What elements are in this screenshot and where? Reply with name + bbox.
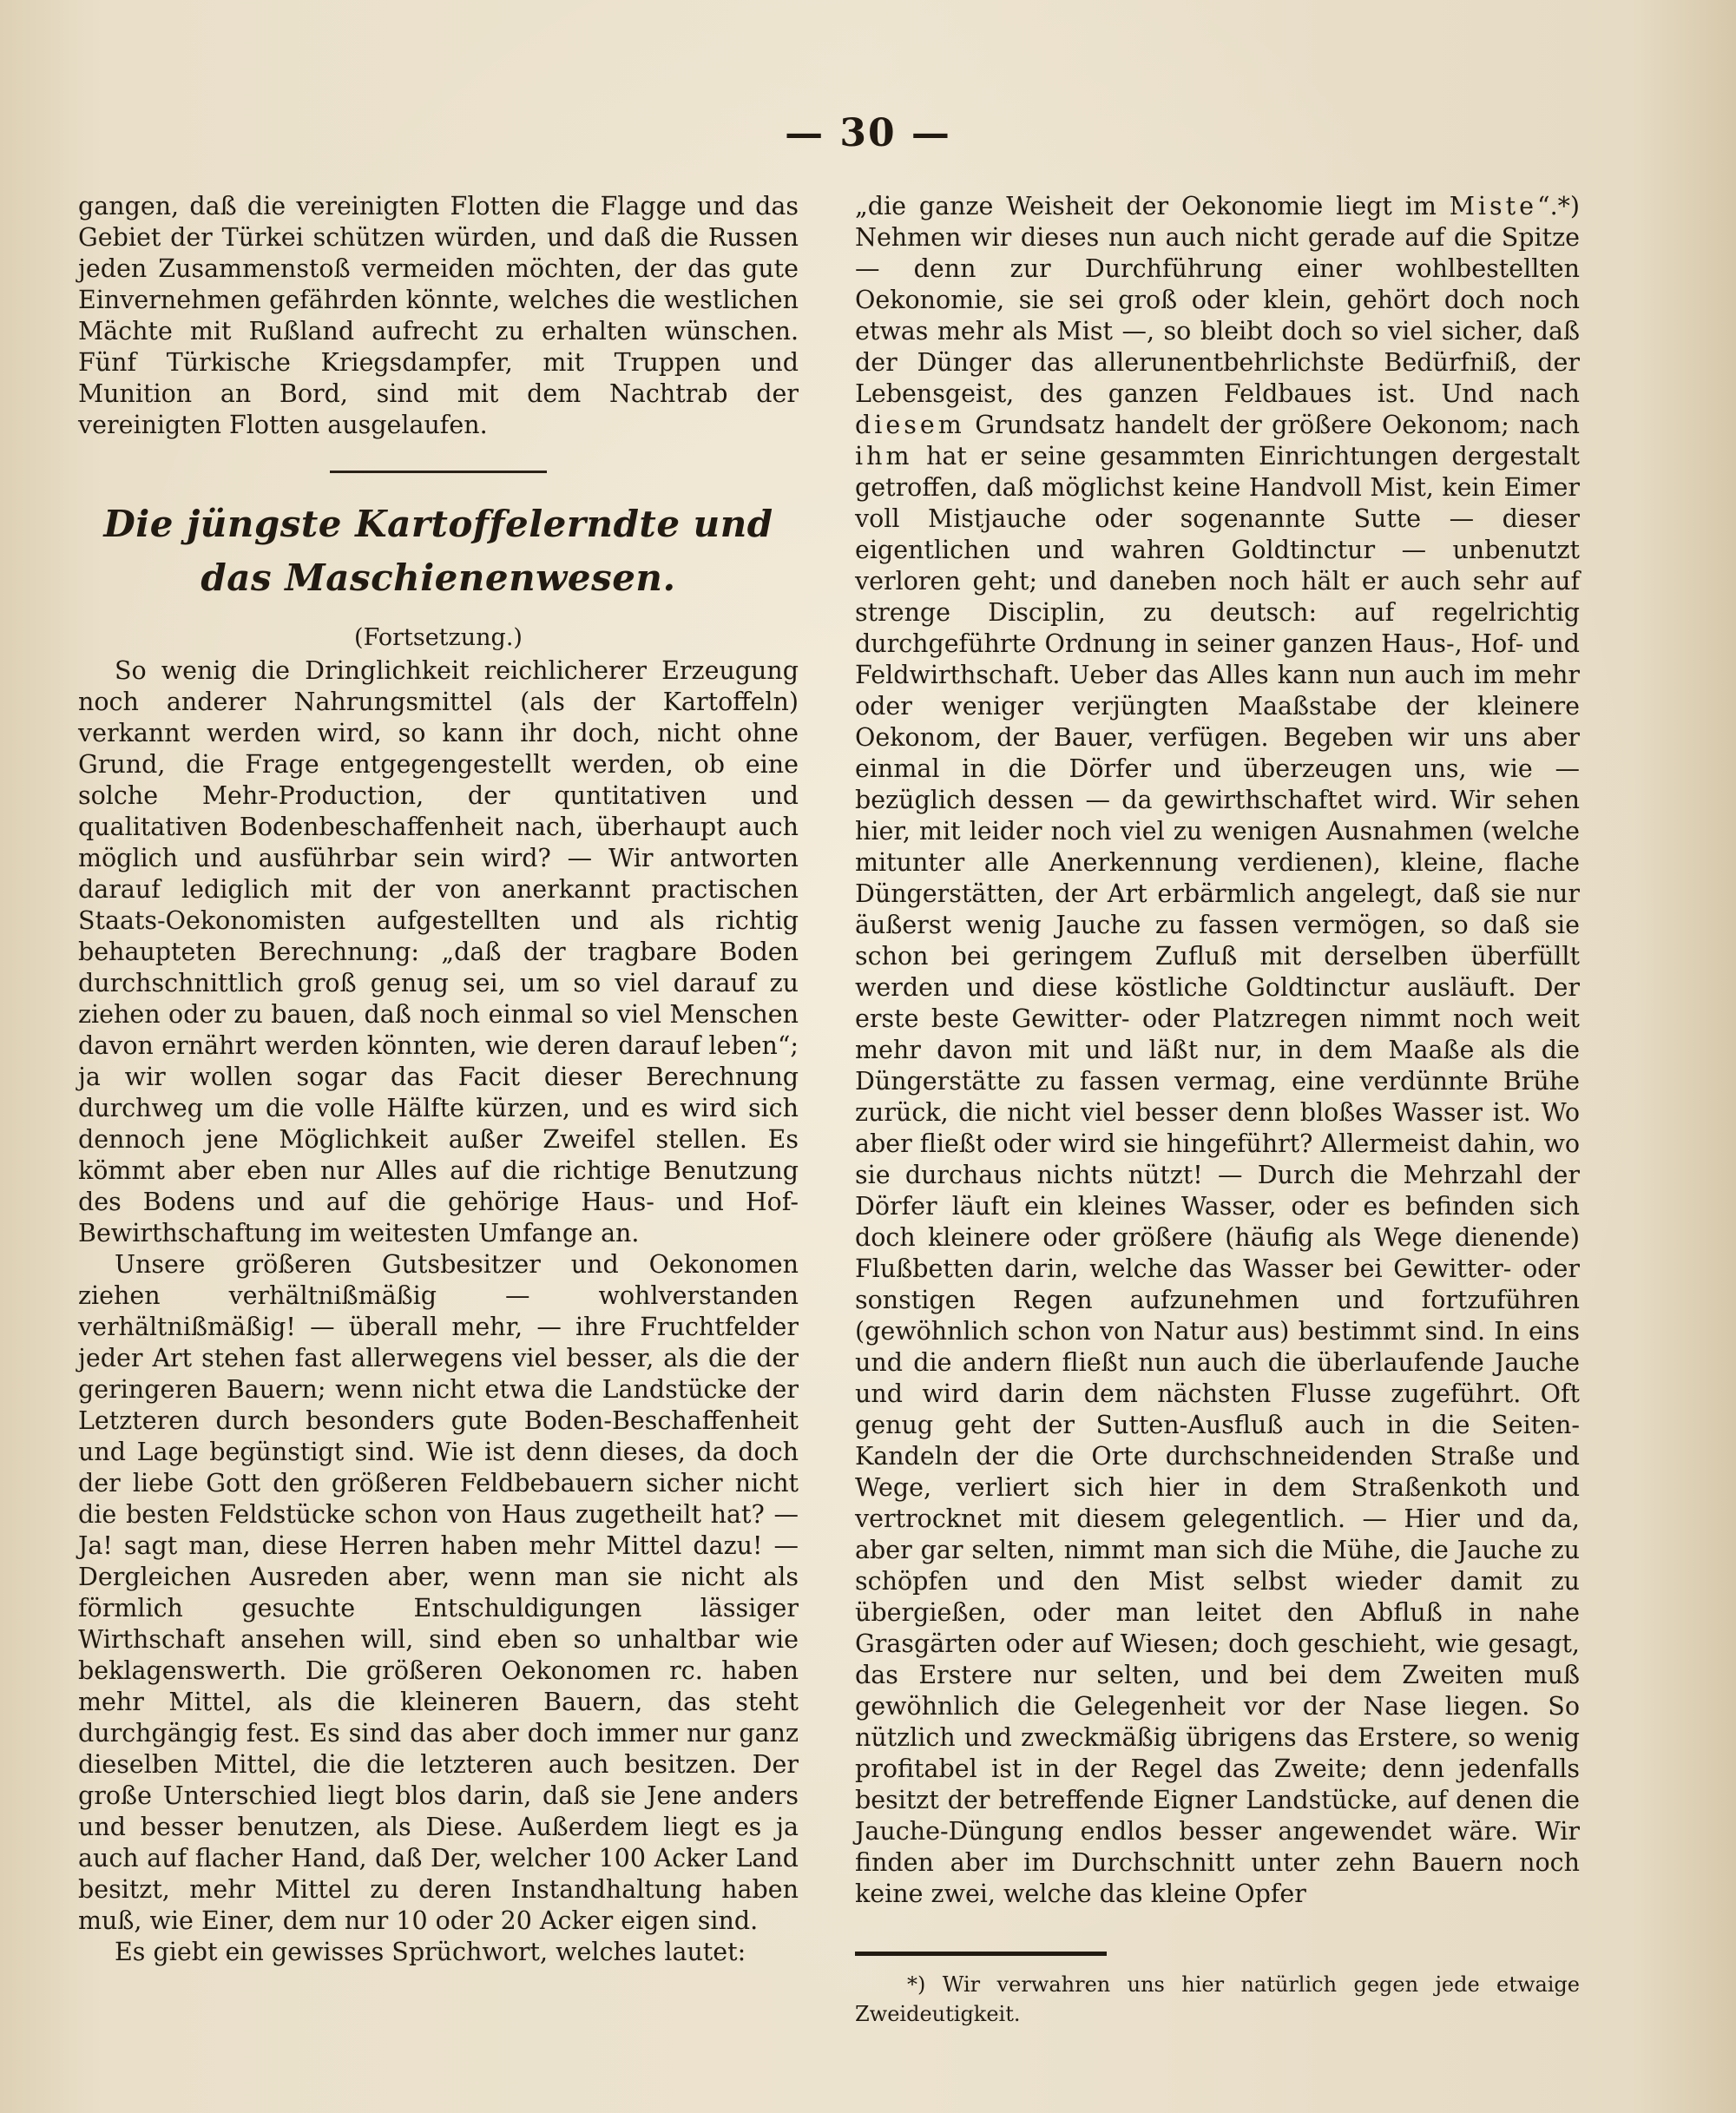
footnote-divider <box>855 1952 1107 1956</box>
article-paragraph-2: Unsere größeren Gutsbesitzer und Oekonomen ziehen verhältnißmäßig — wohlverstanden verhältnißmäßig! — überall mehr, — ihre Fruchtfelder jeder Art stehen fast allerwegens viel besser, als die der geringeren Bauern; wenn nicht etwa die Landstücke der Letzteren durch besonders gute Boden-Beschaffenheit und Lage begünstigt sind. Wie ist denn dieses, da doch der liebe Gott den größeren Feldbebauern sicher nicht die besten Feldstücke schon von Haus zugetheilt hat? — Ja! sagt man, diese Herren haben mehr Mittel dazu! — Dergleichen Ausreden aber, wenn man sie nicht als förmlich gesuchte Entschuldigungen lässiger Wirthschaft ansehen will, sind eben so unhaltbar wie beklagenswerth. Die größeren Oekonomen rc. haben mehr Mittel, als die kleineren Bauern, das steht durchgängig fest. Es sind das aber doch immer nur ganz dieselben Mittel, die die letzteren auch besitzen. Der große Unterschied liegt blos darin, daß sie Jene anders und besser benutzen, als Diese. Außerdem liegt es ja auch auf flacher Hand, daß Der, welcher 100 Acker Land besitzt, mehr Mittel zu deren Instandhaltung haben muß, wie Einer, dem nur 10 oder 20 Acker eigen sind. <box>78 1250 799 1935</box>
emphasis-diesem: diesem <box>855 411 965 439</box>
article-subtitle: (Fortsetzung.) <box>354 624 523 651</box>
article-paragraph-3: Es giebt ein gewisses Sprüchwort, welches lautet: <box>115 1938 746 1966</box>
emphasis-ihm: ihm <box>855 442 913 471</box>
continuation-paragraph: gangen, daß die vereinigten Flotten die Flagge und das Gebiet der Türkei schützen würden, und daß die Russen jeden Zusammenstoß vermeiden möchten, der das gute Einvernehmen gefährden könnte, welches die westlichen Mächte mit Rußland aufrecht zu erhalten wünschen. Fünf Türkische Kriegsdampfer, mit Truppen und Munition an Bord, sind mit dem Nachtrab der vereinigten Flotten ausgelaufen. <box>78 192 799 439</box>
text-segment-3: hat er seine gesammten Einrichtungen dergestalt getroffen, daß möglichst keine Handvoll Mist, kein Eimer voll Mistjauche oder sogenannte Sutte — dieser eigentlichen und wahren Goldtinctur — unbenutzt verloren geht; und daneben noch hält er auch sehr auf strenge Disciplin, zu deutsch: auf regelrichtig durchgeführte Ordnung in seiner ganzen Haus-, Hof- und Feldwirthschaft. Ueber das Alles kann nun auch im mehr oder weniger verjüngten Maaßstabe der kleinere Oekonom, der Bauer, verfügen. Begeben wir uns aber einmal in die Dörfer und überzeugen uns, wie — bezüglich dessen — da gewirthschaftet wird. Wir sehen hier, mit leider noch viel zu wenigen Ausnahmen (welche mitunter alle Anerkennung verdienen), kleine, flache Düngerstätten, der Art erbärmlich angelegt, daß sie nur äußerst wenig Jauche zu fassen vermögen, so daß sie schon bei geringem Zufluß mit derselben überfüllt werden und diese köstliche Goldtinctur ausläuft. Der erste beste Gewitter- oder Platzregen nimmt noch weit mehr davon mit und läßt nur, in dem Maaße als die Düngerstätte zu fassen vermag, eine verdünnte Brühe zurück, die nicht viel besser denn bloßes Wasser ist. Wo aber fließt oder wird sie hingeführt? Allermeist dahin, wo sie durchaus nichts nützt! — Durch die Mehrzahl der Dörfer läuft ein kleines Wasser, oder es befinden sich doch kleinere oder größere (häufig als Wege dienende) Flußbetten darin, welche das Wasser bei Gewitter- oder sonstigen Regen aufzunehmen und fortzuführen (gewöhnlich schon von Natur aus) bestimmt sind. In eins und die andern fließt nun auch die überlaufende Jauche und wird darin dem nächsten Flusse zugeführt. Oft genug geht der Sutten-Ausfluß auch in die Seiten-Kandeln der die Orte durchschneidenden Straße und Wege, verliert sich hier in dem Straßenkoth und vertrocknet mit diesem gelegentlich. — Hier und da, aber gar selten, nimmt man sich die Mühe, die Jauche zu schöpfen und den Mist selbst wieder damit zu übergießen, oder man leitet den Abfluß in nahe Grasgärten oder auf Wiesen; doch geschieht, wie gesagt, das Erstere nur selten, und bei dem Zweiten muß gewöhnlich die Gelegenheit vor der Nase liegen. So nützlich und zweckmäßig übrigens das Erstere, so wenig profitabel ist in der Regel das Zweite; denn jedenfalls besitzt der betreffende Eigner Landstücke, auf denen die Jauche-Düngung endlos besser angewendet wäre. Wir finden aber im Durchschnitt unter zehn Bauern noch keine zwei, welche das kleine Opfer <box>855 442 1580 1908</box>
left-column <box>78 191 799 1968</box>
right-column <box>855 191 1580 2029</box>
footnote: *) Wir verwahren uns hier natürlich gegen jede etwaige Zweideutigkeit. <box>855 1972 1580 2026</box>
article-paragraph-continued <box>855 191 1580 1910</box>
section-divider <box>330 471 547 473</box>
quote-emphasis: Miste <box>1449 192 1537 221</box>
quote-start: „die ganze Weisheit der Oekonomie liegt im <box>855 192 1450 221</box>
article-title: Die jüngste Kartoffelerndte und das Maschienenwesen. <box>103 503 773 599</box>
article-paragraph-1: So wenig die Dringlichkeit reichlicherer Erzeugung noch anderer Nahrungsmittel (als der Kartoffeln) verkannt werden wird, so kann ihr doch, nicht ohne Grund, die Frage entgegengestellt werden, ob eine solche Mehr-Production, der quntitativen und qualitativen Bodenbeschaffenheit nach, überhaupt auch möglich und ausführbar sein wird? — Wir antworten darauf lediglich mit der von anerkannt practischen Staats-Oekonomisten aufgestellten und als richtig behaupteten Berechnung: „daß der tragbare Boden durchschnittlich groß genug sei, um so viel darauf zu ziehen oder zu bauen, daß noch einmal so viel Menschen davon ernährt werden könnten, wie deren darauf leben“; ja wir wollen sogar das Facit dieser Berechnung durchweg um die volle Hälfte kürzen, und es wird sich dennoch jene Möglichkeit außer Zweifel stellen. Es kömmt aber eben nur Alles auf die richtige Benutzung des Bodens und auf die gehörige Haus- und Hof-Bewirthschaftung im weitesten Umfange an. <box>78 656 799 1247</box>
quote-end: “.*) Nehmen wir dieses nun auch nicht gerade auf die Spitze — denn zur Durchführung einer wohlbestellten Oekonomie, sie sei groß oder klein, gehört doch noch etwas mehr als Mist —, so bleibt doch so viel sicher, daß der Dünger das allerunentbehrlichste Bedürfniß, der Lebensgeist, des ganzen Feldbaues ist. Und nach <box>855 192 1580 408</box>
text-segment-2: Grundsatz handelt der größere Oekonom; nach <box>964 411 1580 439</box>
page-number: — 30 — <box>785 111 951 155</box>
